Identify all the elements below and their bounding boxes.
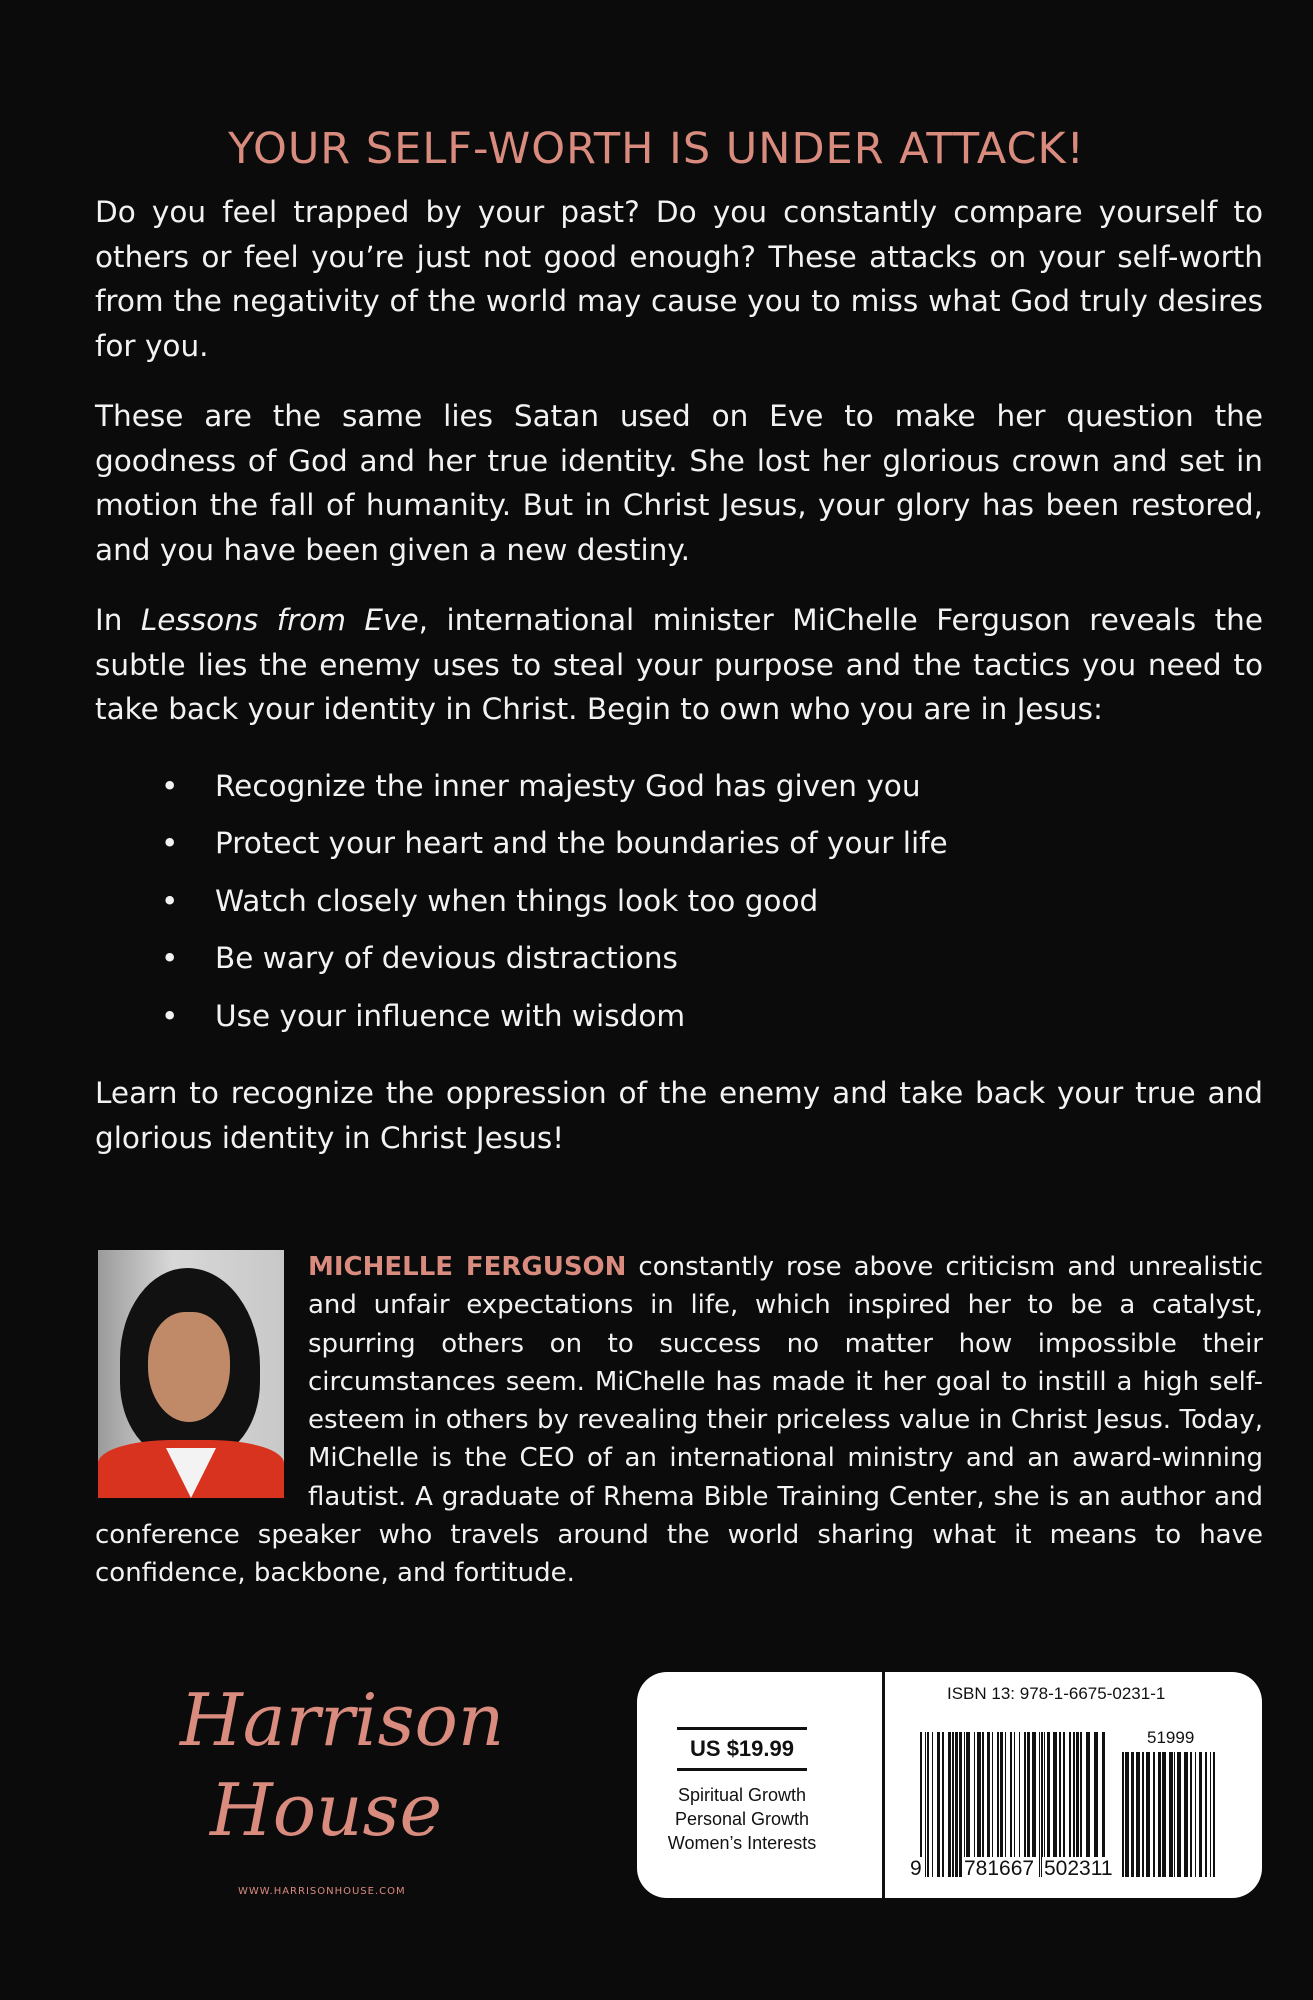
barcode-bar [1019,1732,1020,1877]
barcode-bar [1158,1752,1161,1877]
barcode-bar [1032,1732,1036,1877]
text: , international minister MiChelle Ferguson reveals the subtle lies the enemy uses to steal your purpose and the tactics you need to take back your identity in Christ. Begin to own who you are in Jesus: [95,603,1263,726]
blurb [95,190,1263,1186]
barcode-bar [1027,1732,1030,1877]
barcode-bar [1169,1752,1173,1877]
barcode-bar [1069,1732,1071,1877]
barcode-bar [1122,1752,1124,1877]
logo-word: House [210,1768,443,1852]
barcode-bar [1205,1752,1207,1877]
barcode-bar [952,1732,954,1877]
publisher-logo [180,1668,505,1908]
list-item: • Be wary of devious distractions [95,930,1263,988]
barcode-bar [1125,1752,1129,1877]
barcode-bar [1041,1732,1043,1877]
barcode-bar [982,1732,984,1877]
barcode-bar [1102,1732,1105,1877]
bio-text: constantly rose above criticism and unrealistic and unfair expectations in life, which inspired her to be a catalyst, spurring others on to success no matter how impossible their circumstances seem. MiChelle has made it her goal to instill a high self-esteem in others by revealing their priceless value in Christ Jesus. Today, MiChelle is the CEO of an international ministry and an award-winning flautist. A graduate of Rhema Bible Training Center, she is an author and conference speaker who travels around the world sharing what it means to have confidence, backbone, and fortitude. [95,1252,1263,1589]
barcode-box [637,1672,1262,1898]
barcode-bar [1024,1732,1026,1877]
barcode-bar [1174,1752,1175,1877]
barcode-bar [1131,1752,1134,1877]
barcode-bar [1184,1752,1188,1877]
categories [667,1783,817,1855]
barcode-bar [955,1732,958,1877]
category: Spiritual Growth [677,1785,807,1805]
barcode-bar [1136,1752,1140,1877]
category: Women’s Interests [667,1833,817,1853]
barcode-bar [1094,1732,1098,1877]
author-bio [95,1248,1263,1593]
author-name: MICHELLE FERGUSON [308,1252,627,1282]
barcode-bar [1053,1732,1057,1877]
barcode-bar [937,1732,940,1877]
barcode-bar [1005,1732,1006,1877]
barcode-bar [966,1732,970,1877]
barcode-bar [1063,1732,1065,1877]
logo-word: Harrison [180,1678,505,1762]
barcode-bar [1000,1732,1003,1877]
barcode-bar [927,1732,929,1877]
isbn: ISBN 13: 978-1-6675-0231-1 [947,1684,1166,1703]
barcode-bar [1195,1752,1196,1877]
barcode-bar [1199,1752,1202,1877]
divider [882,1672,885,1898]
barcode-bar [1039,1732,1040,1877]
text: In [95,603,141,637]
barcode-bar [1014,1732,1015,1877]
price: US $19.99 [677,1727,807,1771]
book-title: Lessons from Eve [140,603,419,637]
barcode-bar [1010,1732,1012,1877]
barcode-digits: 781667 [964,1857,1035,1880]
barcode-bar [942,1732,944,1877]
addon-bars [1122,1752,1217,1877]
barcode-bar [987,1732,990,1877]
category: Personal Growth [674,1809,810,1829]
cover-headline: YOUR SELF-WORTH IS UNDER ATTACK! [228,124,1085,174]
closing-paragraph: Learn to recognize the oppression of the enemy and take back your true and glorious identity in Christ Jesus! [95,1076,1263,1155]
barcode-bar [920,1732,922,1877]
barcode-bar [977,1732,981,1877]
barcode-digits: 502311 [1044,1857,1113,1880]
barcode-bar [1047,1732,1050,1877]
addon-code: 51999 [1147,1728,1195,1747]
barcode-bar [948,1732,951,1877]
bullet-list [95,758,1263,1046]
publisher-url: WWW.HARRISONHOUSE.COM [238,1886,406,1897]
list-item: • Watch closely when things look too good [95,873,1263,931]
barcode-bar [925,1732,926,1877]
barcode-bar [1162,1752,1166,1877]
paragraph [95,598,1263,732]
barcode-bar [1177,1752,1181,1877]
barcode-bar [1153,1752,1155,1877]
price-block [667,1727,817,1855]
paragraph: These are the same lies Satan used on Eve to make her question the goodness of God and her true identity. She lost her glorious crown and set in motion the fall of humanity. But in Christ Jesus, your glory has been restored, and you have been given a new destiny. [95,399,1263,567]
barcode-bar [1044,1732,1045,1877]
barcode-bar [1076,1732,1079,1877]
list-item: • Protect your heart and the boundaries of your life [95,815,1263,873]
list-item: • Recognize the inner majesty God has given you [95,758,1263,816]
barcode-digit: 9 [907,1857,925,1881]
barcode-bar [1073,1732,1075,1877]
barcode-bar [1210,1752,1211,1877]
barcode-bar [932,1732,933,1877]
barcode-bar [992,1732,993,1877]
barcode-bar [1190,1752,1192,1877]
author-photo [98,1250,284,1498]
barcode-bar [1142,1752,1144,1877]
barcode-bar [1080,1732,1082,1877]
barcode-bars [920,1732,1110,1877]
paragraph: Do you feel trapped by your past? Do you constantly compare yourself to others or feel you’re just not good enough? These attacks on your self-worth from the negativity of the world may cause you to miss what God truly desires for you. [95,195,1263,363]
barcode-bar [1146,1752,1150,1877]
barcode-bar [959,1732,962,1877]
barcode-bar [964,1732,965,1877]
list-item: • Use your influence with wisdom [95,988,1263,1046]
barcode-bar [1059,1732,1061,1877]
barcode-bar [1086,1732,1090,1877]
barcode-bar [997,1732,999,1877]
barcode-bar [1213,1752,1215,1877]
barcode-bar [974,1732,975,1877]
